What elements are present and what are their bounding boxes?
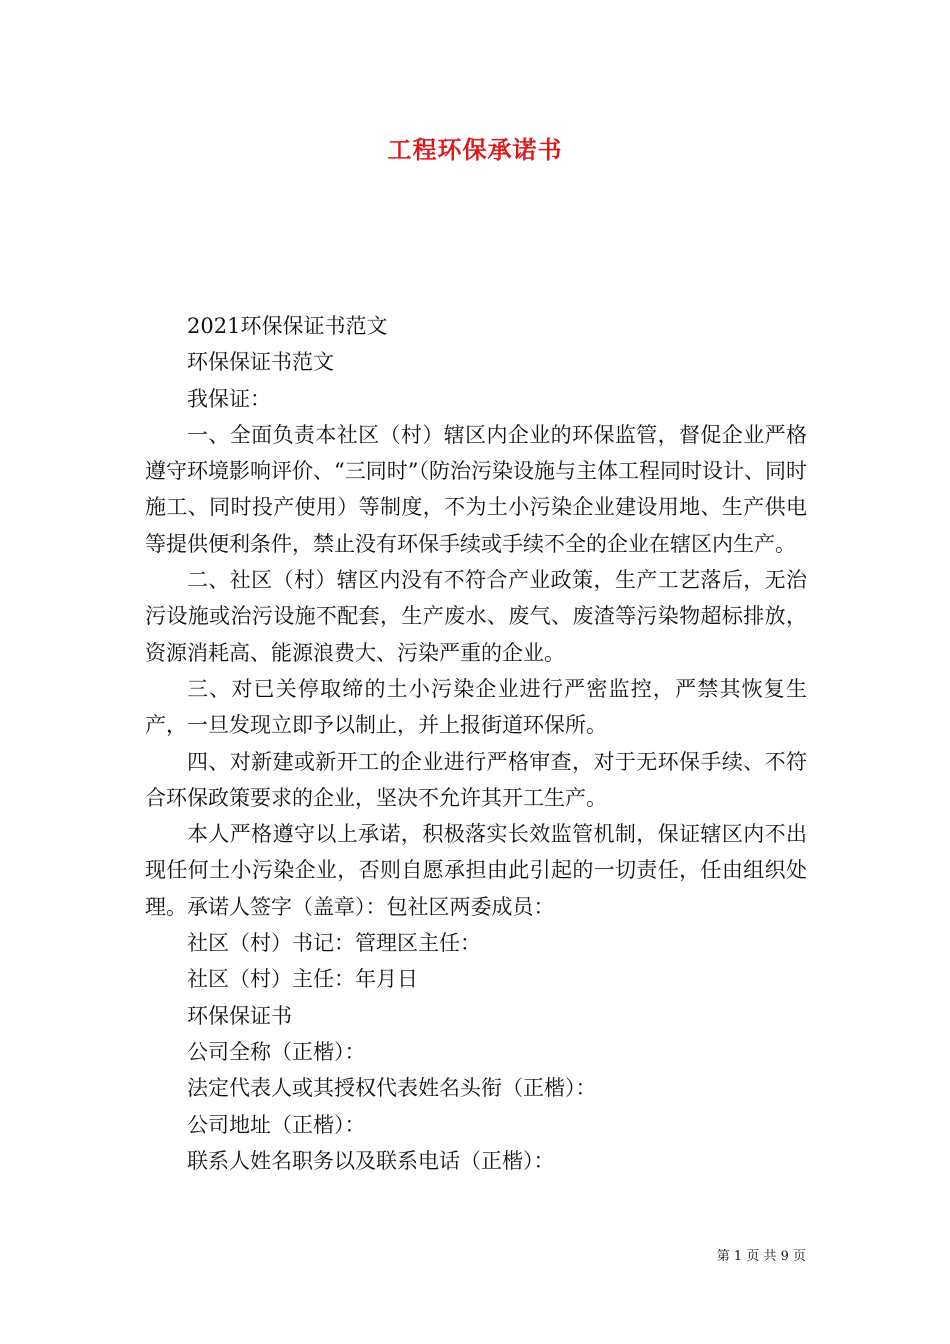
- field-legal-representative: 法定代表人或其授权代表姓名头衔（正楷）：: [187, 1076, 597, 1101]
- paragraph-heading-sample: 环保保证书范文: [187, 350, 334, 375]
- page-number: 第 1 页 共 9 页: [716, 1249, 806, 1264]
- signature-director-line: 社区（村）主任：年月日: [187, 967, 418, 992]
- paragraph-item-3: 三、对已关停取缔的土小污染企业进行严密监控，严禁其恢复生产，一旦发现立即予以制止，并上报街道环保所。: [145, 676, 807, 738]
- paragraph-heading-2021: 2021环保保证书范文: [187, 314, 388, 338]
- paragraph-pledge-intro: 我保证：: [187, 386, 271, 411]
- section-heading-guarantee: 环保保证书: [187, 1003, 292, 1028]
- paragraph-commitment: 本人严格遵守以上承诺，积极落实长效监管机制，保证辖区内不出现任何土小污染企业，否则自愿承担由此引起的一切责任，任由组织处理。承诺人签字（盖章）：包社区两委成员：: [145, 822, 807, 919]
- paragraph-item-2: 二、社区（村）辖区内没有不符合产业政策，生产工艺落后，无治污设施或治污设施不配套，生产废水、废气、废渣等污染物超标排放，资源消耗高、能源浪费大、污染严重的企业。: [145, 568, 807, 665]
- document-body: [145, 308, 807, 1179]
- field-company-address: 公司地址（正楷）：: [187, 1112, 366, 1137]
- paragraph-item-4: 四、对新建或新开工的企业进行严格审查，对于无环保手续、不符合环保政策要求的企业，坚决不允许其开工生产。: [145, 749, 807, 810]
- field-contact-person: 联系人姓名职务以及联系电话（正楷）：: [187, 1148, 555, 1173]
- document-title: 工程环保承诺书: [387, 135, 563, 164]
- signature-secretary-line: 社区（村）书记：管理区主任：: [187, 931, 481, 956]
- field-company-name: 公司全称（正楷）：: [187, 1039, 366, 1064]
- paragraph-item-1: 一、全面负责本社区（村）辖区内企业的环保监管，督促企业严格遵守环境影响评价、“三同时”（防治污染设施与主体工程同时设计、同时施工、同时投产使用）等制度，不为土小污染企业建设用地、生产供电等提供便利条件，禁止没有环保手续或手续不全的企业在辖区内生产。: [145, 422, 807, 556]
